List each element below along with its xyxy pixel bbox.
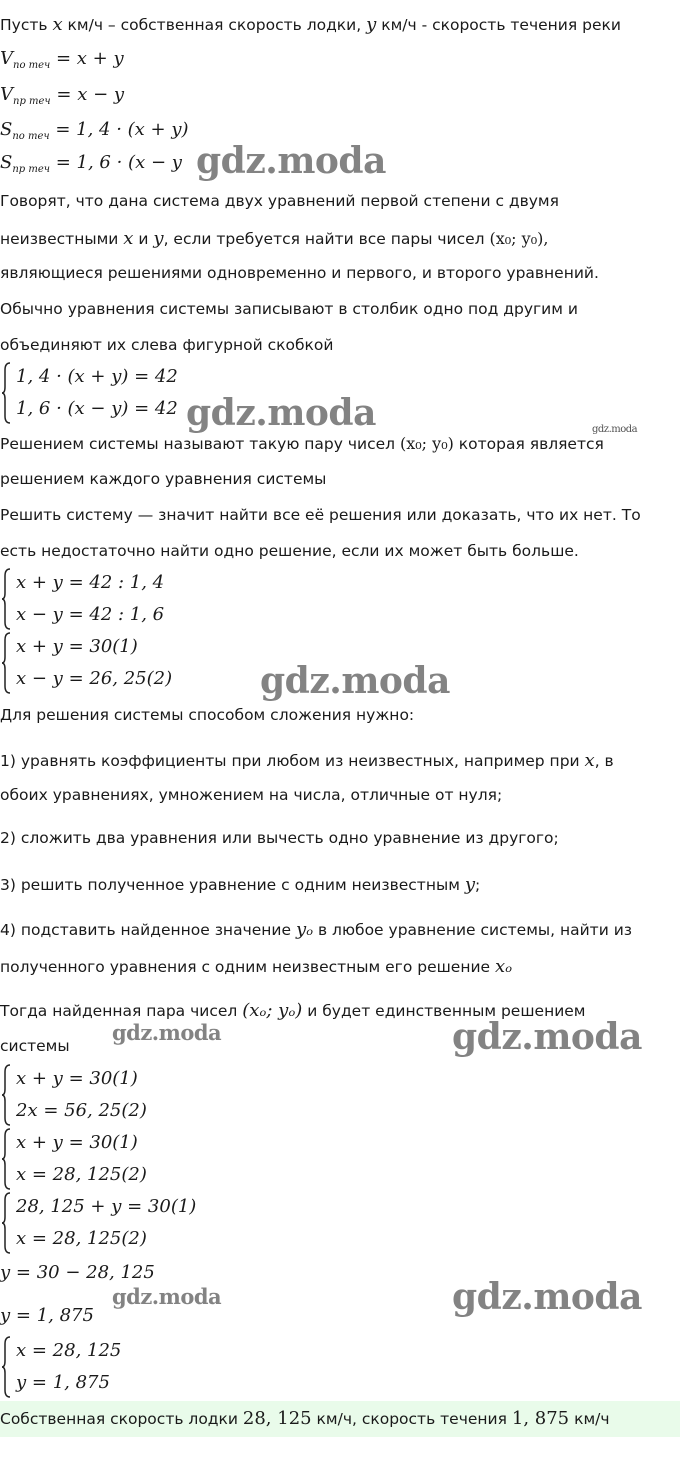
pair-x0-y0: (xₒ; yₒ) bbox=[242, 1000, 303, 1021]
system-equation: x + y = 30(1) bbox=[16, 1132, 138, 1153]
eq-symbol: S bbox=[0, 119, 13, 140]
definition-line: Решить систему — значит найти все её решения или доказать, что их нет. То bbox=[0, 506, 641, 524]
eq-subscript: по теч bbox=[13, 60, 51, 71]
definition-line: решением каждого уравнения системы bbox=[0, 470, 327, 488]
answer-line bbox=[0, 1408, 610, 1429]
system-equation: x = 28, 125(2) bbox=[16, 1228, 147, 1249]
method-text: 4) подставить найденное значение bbox=[0, 921, 292, 939]
theory-line bbox=[0, 228, 548, 249]
answer-text: км/ч, скорость течения bbox=[316, 1410, 507, 1428]
method-step-1-cont: обоих уравнениях, умножением на числа, отличные от нуля; bbox=[0, 786, 503, 804]
curly-brace bbox=[1, 1128, 10, 1188]
watermark: gdz.moda bbox=[260, 660, 450, 702]
eq-rhs: = 1, 4 · (x + y) bbox=[55, 119, 189, 140]
theory-line: Обычно уравнения системы записывают в столбик одно под другим и bbox=[0, 300, 578, 318]
watermark: gdz.moda bbox=[592, 424, 638, 435]
eq-subscript: по теч bbox=[12, 131, 50, 142]
var-y: y bbox=[153, 228, 164, 249]
calc-line: y = 1, 875 bbox=[0, 1305, 94, 1326]
pair-x0-y0: (x₀; y₀), bbox=[489, 229, 549, 248]
curly-brace bbox=[1, 632, 10, 692]
equation-s-downstream bbox=[0, 119, 189, 142]
method-step-2: 2) сложить два уравнения или вычесть одно уравнение из другого; bbox=[0, 829, 559, 847]
method-conclusion-cont: системы bbox=[0, 1037, 70, 1055]
method-text: в любое уравнение системы, найти из bbox=[318, 921, 633, 939]
curly-brace bbox=[1, 1336, 10, 1396]
definition-text: которая является bbox=[458, 435, 604, 453]
watermark: gdz.moda bbox=[452, 1016, 642, 1058]
system-equation: x = 28, 125(2) bbox=[16, 1164, 147, 1185]
method-text: , в bbox=[594, 752, 614, 770]
var-x: x bbox=[123, 228, 134, 249]
theory-text: неизвестными bbox=[0, 230, 119, 248]
theory-text: и bbox=[138, 230, 149, 248]
var-y: y bbox=[464, 874, 476, 895]
definition-text: Решением системы называют такую пару чисел bbox=[0, 435, 396, 453]
method-text: и будет единственным решением bbox=[307, 1002, 586, 1020]
intro-line bbox=[0, 14, 621, 35]
system-equation: 1, 6 · (x − y) = 42 bbox=[16, 398, 178, 419]
system-equation: x − y = 42 : 1, 6 bbox=[16, 604, 165, 625]
watermark: gdz.moda bbox=[186, 392, 376, 434]
curly-brace bbox=[1, 362, 10, 422]
watermark: gdz.moda bbox=[112, 1284, 222, 1309]
intro-text: км/ч – собственная скорость лодки, bbox=[67, 16, 362, 34]
method-text: 1) уравнять коэффициенты при любом из неизвестных, например при bbox=[0, 752, 580, 770]
curly-brace bbox=[1, 1192, 10, 1252]
method-text: ; bbox=[475, 876, 481, 894]
intro-text: км/ч - скорость течения реки bbox=[381, 16, 621, 34]
var-y: y bbox=[366, 14, 377, 35]
method-text: полученного уравнения с одним неизвестным его решение bbox=[0, 958, 491, 976]
method-step-4-cont bbox=[0, 956, 512, 977]
method-step-1 bbox=[0, 750, 614, 771]
answer-box bbox=[0, 1401, 680, 1437]
var-x: x bbox=[52, 14, 63, 35]
answer-text: Собственная скорость лодки bbox=[0, 1410, 238, 1428]
var-x0: xₒ bbox=[495, 956, 513, 977]
eq-symbol: V bbox=[0, 48, 13, 69]
system-equation: 2x = 56, 25(2) bbox=[16, 1100, 147, 1121]
system-equation: x + y = 30(1) bbox=[16, 1068, 138, 1089]
curly-brace bbox=[1, 568, 10, 628]
system-equation: x − y = 26, 25(2) bbox=[16, 668, 173, 689]
calc-line: y = 30 − 28, 125 bbox=[0, 1262, 155, 1283]
equation-v-upstream bbox=[0, 84, 124, 107]
eq-symbol: V bbox=[0, 84, 13, 105]
eq-rhs: = 1, 6 · (x − y bbox=[55, 152, 182, 173]
system-equation: x + y = 42 : 1, 4 bbox=[16, 572, 165, 593]
theory-line: Говорят, что дана система двух уравнений первой степени с двумя bbox=[0, 192, 559, 210]
system-equation: 1, 4 · (x + y) = 42 bbox=[16, 366, 178, 387]
var-x: x bbox=[584, 750, 595, 771]
eq-subscript: пр теч bbox=[12, 164, 50, 175]
eq-symbol: S bbox=[0, 152, 13, 173]
method-title: Для решения системы способом сложения нужно: bbox=[0, 706, 415, 724]
curly-brace bbox=[1, 1064, 10, 1124]
method-text: Тогда найденная пара чисел bbox=[0, 1002, 238, 1020]
system-equation: 28, 125 + y = 30(1) bbox=[16, 1196, 197, 1217]
pair-x0-y0: (x₀; y₀) bbox=[400, 434, 454, 453]
method-text: 3) решить полученное уравнение с одним неизвестным bbox=[0, 876, 460, 894]
method-step-4 bbox=[0, 919, 632, 940]
watermark: gdz.moda bbox=[196, 140, 386, 182]
answer-text: км/ч bbox=[574, 1410, 610, 1428]
intro-text: Пусть bbox=[0, 16, 48, 34]
equation-v-downstream bbox=[0, 48, 124, 71]
theory-line: являющиеся решениями одновременно и первого, и второго уравнений. bbox=[0, 264, 599, 282]
system-equation: x + y = 30(1) bbox=[16, 636, 138, 657]
theory-line: объединяют их слева фигурной скобкой bbox=[0, 336, 334, 354]
definition-line bbox=[0, 434, 604, 453]
equation-s-upstream bbox=[0, 152, 182, 175]
watermark: gdz.moda bbox=[112, 1020, 222, 1045]
answer-value: 28, 125 bbox=[242, 1408, 312, 1429]
theory-text: , если требуется найти все пары чисел bbox=[163, 230, 485, 248]
eq-rhs: = x − y bbox=[56, 84, 125, 105]
system-equation: x = 28, 125 bbox=[16, 1340, 122, 1361]
method-step-3 bbox=[0, 874, 480, 895]
answer-value: 1, 875 bbox=[511, 1408, 570, 1429]
eq-subscript: пр теч bbox=[13, 96, 51, 107]
system-equation: y = 1, 875 bbox=[16, 1372, 110, 1393]
definition-line: есть недостаточно найти одно решение, если их может быть больше. bbox=[0, 542, 579, 560]
eq-rhs: = x + y bbox=[56, 48, 124, 69]
var-y0: yₒ bbox=[295, 919, 314, 940]
watermark: gdz.moda bbox=[452, 1276, 642, 1318]
